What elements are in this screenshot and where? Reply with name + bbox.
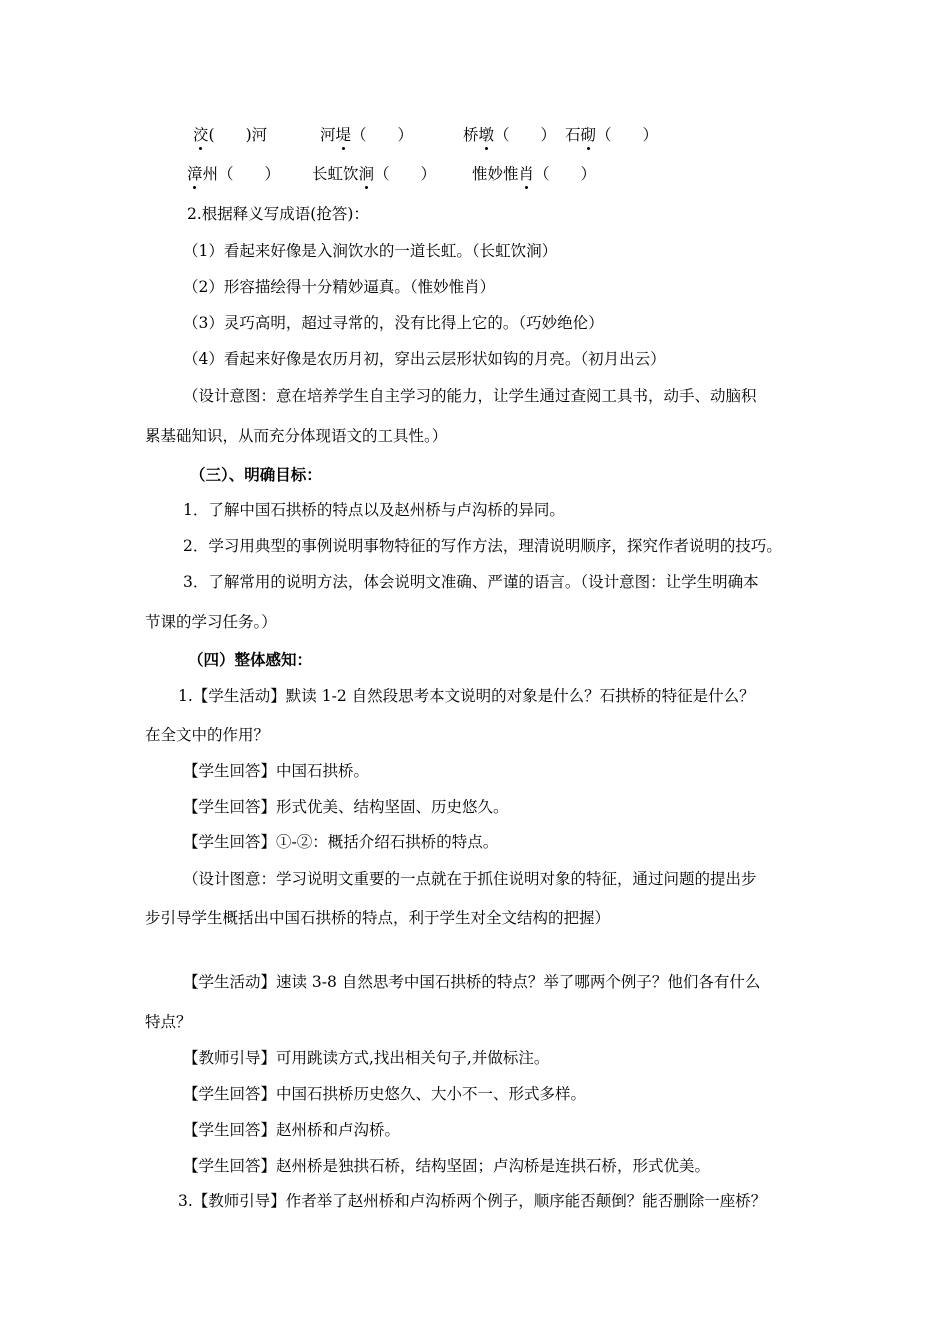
goal-item-2: 2．学习用典型的事例说明事物特征的写作方法，理清说明顺序，探究作者说明的技巧。 [183,537,782,555]
section-heading-overview: （四）整体感知： [188,650,313,669]
idiom-item-3: （3）灵巧高明，超过寻常的，没有比得上它的。（巧妙绝伦） [183,314,604,332]
activity-1-line-2: 在全文中的作用？ [145,726,270,744]
word-wei-miao-wei-xiao: 惟妙惟肖（ ） [472,165,597,183]
teacher-guidance: 【教师引导】可用跳读方式,找出相关句子,并做标注。 [183,1049,550,1067]
word-he-di: 河堤（ ） [320,126,414,144]
word-xiao-he: 洨( )河 [193,126,268,144]
word-zhang-zhou: 漳州（ ） [187,165,281,183]
design-note-2-line-1: （设计图意：学习说明文重要的一点就在于抓住说明对象的特征，通过问题的提出步 [183,870,757,888]
student-answer: 【学生回答】中国石拱桥历史悠久、大小不一、形式多样。 [183,1085,587,1103]
word-chang-hong-yin-jian: 长虹饮涧（ ） [312,165,437,183]
goal-item-3-line-2: 节课的学习任务。） [145,613,277,631]
section-heading-idioms: 2.根据释义写成语(抢答)： [187,205,369,223]
student-answer: 【学生回答】赵州桥是独拱石桥，结构坚固；卢沟桥是连拱石桥，形式优美。 [183,1157,711,1175]
student-answer: 【学生回答】①-②：概括介绍石拱桥的特点。 [183,833,499,851]
dotted-char: 洨 [193,126,209,144]
activity-2-line-1: 【学生活动】速读 3-8 自然思考中国石拱桥的特点？举了哪两个例子？他们各有什么 [183,973,761,991]
dotted-char: 砌 [580,126,597,144]
dotted-char: 墩 [478,126,495,144]
idiom-item-2: （2）形容描绘得十分精妙逼真。（惟妙惟肖） [183,278,496,296]
word-shi-qi: 石砌（ ） [565,126,659,144]
student-answer: 【学生回答】形式优美、结构坚固、历史悠久。 [183,798,509,816]
section-heading-goals: （三）、明确目标： [190,465,322,484]
goal-item-3-line-1: 3．了解常用的说明方法，体会说明文准确、严谨的语言。（设计意图：让学生明确本 [183,573,759,591]
goal-item-1: 1．了解中国石拱桥的特点以及赵州桥与卢沟桥的异同。 [183,501,565,519]
teacher-guidance-3: 3.【教师引导】作者举了赵州桥和卢沟桥两个例子，顺序能否颠倒？能否删除一座桥？ [178,1192,767,1210]
student-answer: 【学生回答】中国石拱桥。 [183,762,370,780]
design-note-1-line-2: 累基础知识，从而充分体现语文的工具性。） [145,427,448,445]
word-qiao-dun: 桥墩（ ） [463,126,557,144]
design-note-1-line-1: （设计意图：意在培养学生自主学习的能力，让学生通过查阅工具书，动手、动脑积 [183,387,757,405]
idiom-item-1: （1）看起来好像是入涧饮水的一道长虹。（长虹饮涧） [183,242,558,260]
dotted-char: 堤 [335,126,352,144]
idiom-item-4: （4）看起来好像是农历月初，穿出云层形状如钩的月亮。（初月出云） [183,350,666,368]
design-note-2-line-2: 步引导学生概括出中国石拱桥的特点，利于学生对全文结构的把握） [145,909,611,927]
activity-1-line-1: 1.【学生活动】默读 1-2 自然段思考本文说明的对象是什么？石拱桥的特征是什么？ [178,687,755,705]
dotted-char: 肖 [518,165,535,183]
activity-2-line-2: 特点？ [145,1013,192,1031]
dotted-char: 漳 [187,165,203,183]
student-answer: 【学生回答】赵州桥和卢沟桥。 [183,1121,401,1139]
dotted-char: 涧 [358,165,375,183]
